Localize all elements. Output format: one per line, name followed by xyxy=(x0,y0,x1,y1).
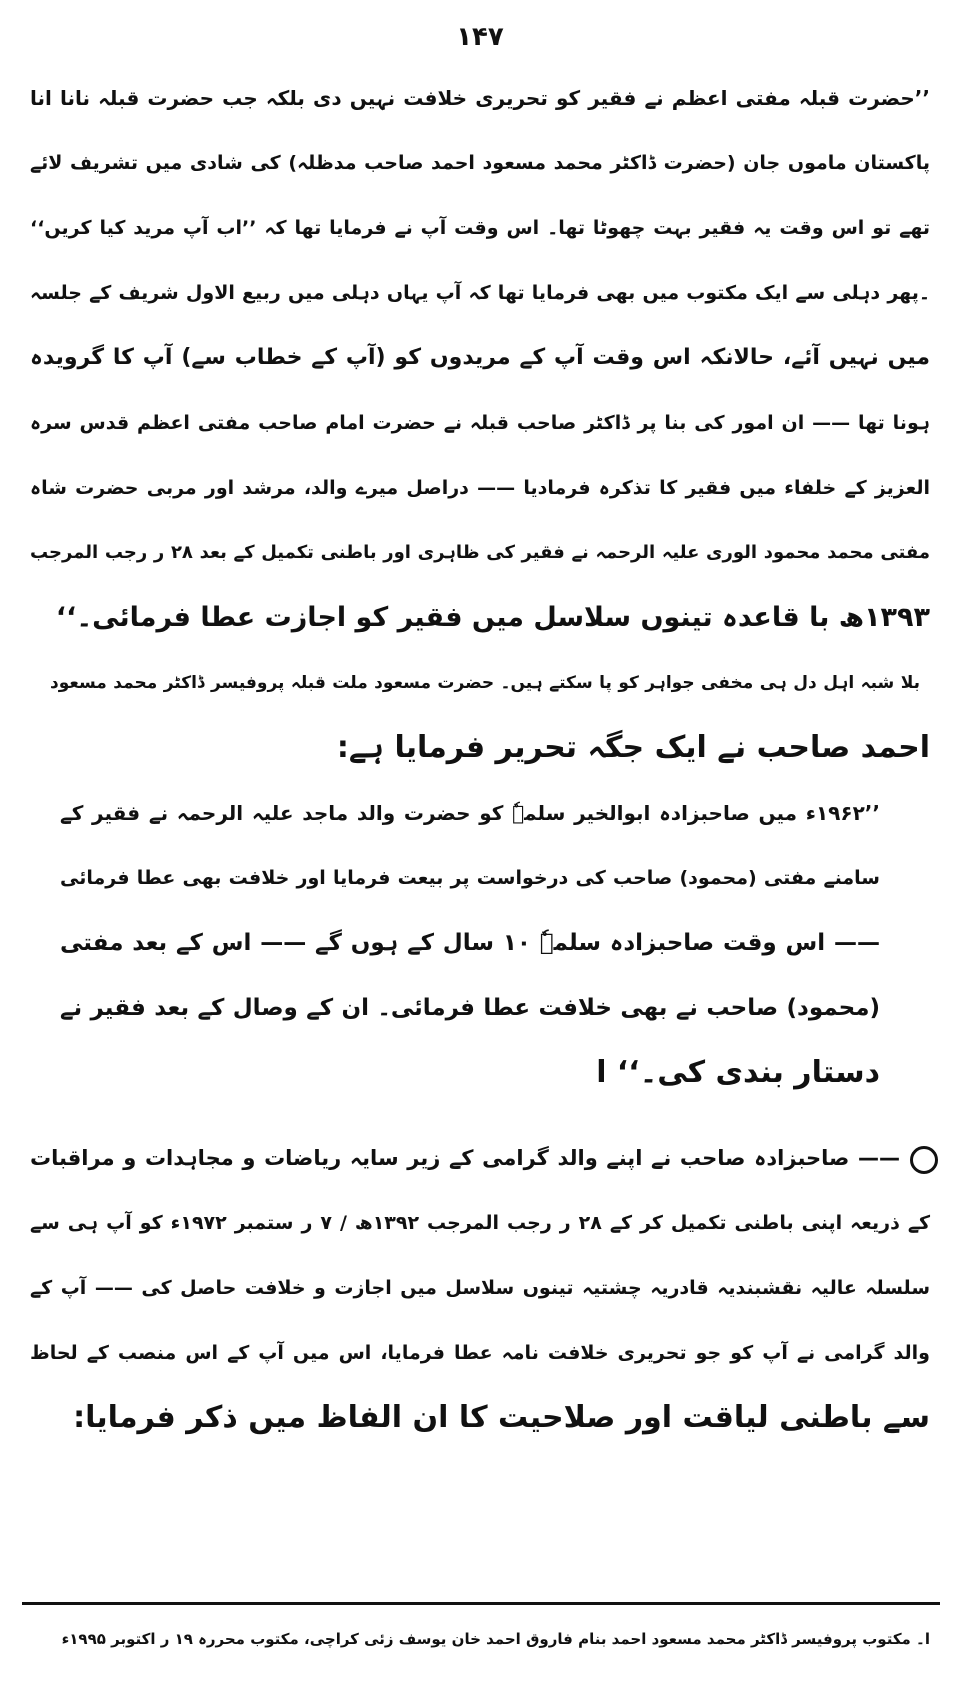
quote-line-3: —— اس وقت صاحبزادہ سلمہٗ ۱۰ سال کے ہوں گے —— اس کے بعد مفتی xyxy=(60,930,880,956)
quote-line-4: (محمود) صاحب نے بھی خلافت عطا فرمائی۔ ان کے وصال کے بعد فقیر نے xyxy=(60,995,880,1021)
para1-line-9: ۱۳۹۳ھ با قاعدہ تینوں سلاسل میں فقیر کو اجازت عطا فرمائی۔‘‘ xyxy=(55,602,930,633)
page-number: ۱۴۷ xyxy=(456,22,504,52)
footnote: ا۔ مکتوب پروفیسر ڈاکٹر محمد مسعود احمد بنام فاروق احمد خان یوسف زئی کراچی، مکتوب محررہ ۱۹ ر اکتوبر ۱۹۹۵ء xyxy=(61,1630,930,1648)
para1-line-7: العزیز کے خلفاء میں فقیر کا تذکرہ فرمادیا —— دراصل میرے والد، مرشد اور مربی حضرت شاہ xyxy=(30,477,930,499)
para1-line-3: تھے تو اس وقت یہ فقیر بہت چھوٹا تھا۔ اس وقت آپ نے فرمایا تھا کہ ’’اب آپ مرید کیا کریں‘‘ xyxy=(30,217,930,239)
para3-line-1: —— صاحبزادہ صاحب نے اپنے والد گرامی کے زیر سایہ ریاضات و مجاہدات و مراقبات xyxy=(30,1146,900,1170)
quote-line-1: ’’۱۹۶۲ء میں صاحبزادہ ابوالخیر سلمہٗ کو حضرت والد ماجد علیہ الرحمہ نے فقیر کے xyxy=(60,801,880,825)
para1-line-8: مفتی محمد محمود الوری علیہ الرحمہ نے فقیر کی ظاہری اور باطنی تکمیل کے بعد ۲۸ ر رجب المرجب xyxy=(30,542,930,563)
footnote-divider xyxy=(22,1602,940,1605)
para1-line-1: ’’حضرت قبلہ مفتی اعظم نے فقیر کو تحریری خلافت نہیں دی بلکہ جب حضرت قبلہ نانا انا xyxy=(30,86,930,110)
para1-line-2: پاکستان ماموں جان (حضرت ڈاکٹر محمد مسعود احمد صاحب مدظلہ) کی شادی میں تشریف لائے xyxy=(30,152,930,174)
para2-line-2: احمد صاحب نے ایک جگہ تحریر فرمایا ہے: xyxy=(336,730,930,765)
para1-line-5: میں نہیں آئے، حالانکہ اس وقت آپ کے مریدوں کو (آپ کے خطاب سے) آپ کا گرویدہ xyxy=(30,345,930,370)
para3-line-4: والد گرامی نے آپ کو جو تحریری خلافت نامہ عطا فرمایا، اس میں آپ کے اس منصب کے لحاظ xyxy=(30,1342,930,1364)
para2-line-1: بلا شبہ اہل دل ہی مخفی جواہر کو پا سکتے ہیں۔ حضرت مسعود ملت قبلہ پروفیسر ڈاکٹر محمد مسعود xyxy=(50,673,920,693)
para3-line-5: سے باطنی لیاقت اور صلاحیت کا ان الفاظ میں ذکر فرمایا: xyxy=(73,1400,930,1435)
para1-line-6: ہونا تھا —— ان امور کی بنا پر ڈاکٹر صاحب قبلہ نے حضرت امام صاحب مفتی اعظم قدس سرہ xyxy=(30,412,930,434)
paragraph-bullet-circle xyxy=(910,1146,938,1174)
para1-line-4: ۔پھر دہلی سے ایک مکتوب میں بھی فرمایا تھا کہ آپ یہاں دہلی میں ربیع الاول شریف کے جلسہ xyxy=(30,282,930,304)
quote-line-2: سامنے مفتی (محمود) صاحب کی درخواست پر بیعت فرمایا اور خلافت بھی عطا فرمائی xyxy=(60,867,880,889)
para3-line-2: کے ذریعہ اپنی باطنی تکمیل کر کے ۲۸ ر رجب المرجب ۱۳۹۲ھ / ۷ ر ستمبر ۱۹۷۲ء کو آپ ہی سے xyxy=(30,1212,931,1234)
para3-line-3: سلسلہ عالیہ نقشبندیہ قادریہ چشتیہ تینوں سلاسل میں اجازت و خلافت حاصل کی —— آپ کے xyxy=(30,1277,930,1299)
quote-line-5: دستار بندی کی۔‘‘ ا xyxy=(596,1055,880,1090)
